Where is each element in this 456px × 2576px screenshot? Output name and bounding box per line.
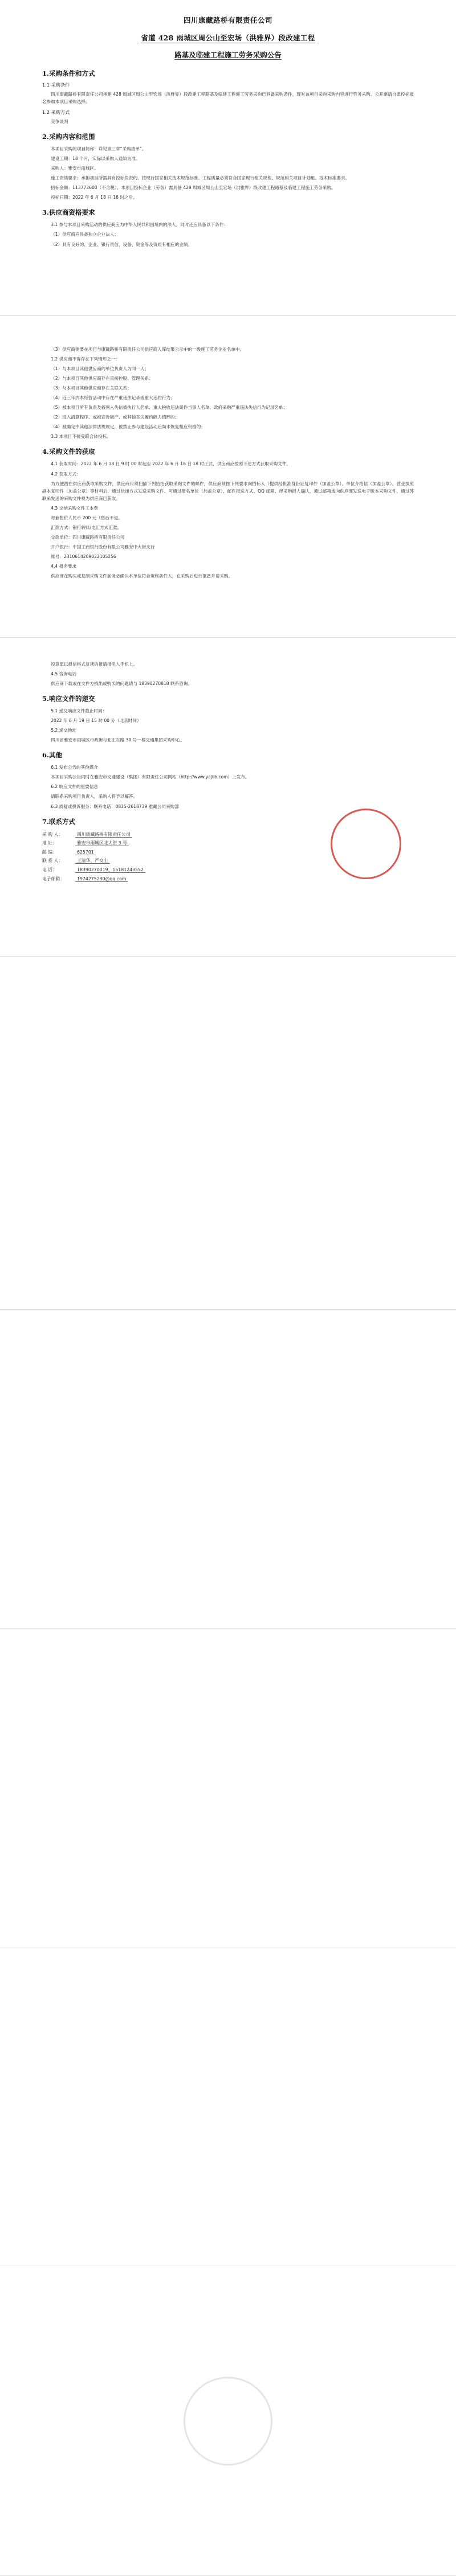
p3-line-7: 四川省雅安市雨城区市政街与北庄东路 30 号一楼交通集团采购中心。 (51, 737, 185, 743)
subsection-1-1-text: 四川康藏路桥有限责任公司承建 428 周城区周公山至宏场（洪雅界）段改建工程路基及临建工程施工劳务采购已具备采购条件，现对该项目采购采购内容进行劳务采购。公开邀请自愿投标报名参加本项目采购选择。 (42, 92, 414, 105)
p2-line-9: （4）被确定中其他法律法规规定，被禁止参与建设活动后尚未恢复相应资格的； (51, 424, 205, 430)
p3-line-8: 6.1 发布公告的其他媒介 (51, 765, 99, 770)
p2-line-17: 交款单位：四川康藏路桥有限责任公司 (51, 534, 125, 540)
p2-line-11: 4.1 获取时间：2022 年 6 月 13 日 9 时 00 时起至 2022 年 6 月 18 日 18 时正式，供应商应按照下述方式获取采购文件。 (51, 461, 291, 467)
p3-line-3: 供应商下载或在文件方找出或购买的问题请与 18390270818 联系咨询。 (51, 681, 193, 687)
p2-line-2: 1.2 供应商不得存在下列情形之一： (51, 356, 120, 362)
document-page-2 (0, 316, 456, 638)
p2-line-4: （2）与本项目其他供应商存在直接控股、管理关系； (51, 376, 153, 382)
p2-line-20: 4.4 报名要求 (51, 563, 77, 569)
contact-key-address: 地 址： (42, 840, 57, 846)
contact-value-address: 雅安市雨城区北大街 3 号 (75, 840, 129, 846)
p2-line-18: 开户银行：中国工商银行股份有限公司雅安中大街支行 (51, 544, 155, 549)
document-page-7 (0, 1947, 456, 2266)
p2-line-15: 每套售价人民币 200 元（售后不退。 (51, 515, 123, 520)
subsection-1-1-label: 1.1 采购条件 (42, 82, 70, 88)
p3-line-5: 2022 年 6 月 19 日 15 时 00 分（北京时间） (51, 718, 141, 724)
section-heading-1: 1.采购条件和方式 (42, 69, 95, 77)
contact-value-purchaser: 四川康藏路桥有限责任公司 (75, 832, 132, 838)
document-page-1 (0, 0, 456, 316)
p2-line-16: 汇款方式：银行转账/电汇方式汇款。 (51, 524, 122, 530)
contact-key-email: 电子邮箱： (42, 876, 64, 881)
p3-line-11: 请联系采购项目负责人，采购人将予以解答。 (51, 794, 138, 799)
p3-line-9: 本项目采购公告同时在雅安市交通建设（集团）有限责任公司网站（http://www.yajlib.com）上发布。 (51, 774, 250, 780)
contact-value-phone: 18390270019、15181243552 (75, 867, 145, 873)
watermark-seal-stamp (184, 2377, 272, 2466)
p3-line-2: 4.5 咨询电话 (51, 671, 77, 677)
p3-line-10: 6.2 响应文件的重要信息 (51, 784, 99, 790)
contact-key-postcode: 邮 编： (42, 849, 57, 855)
p2-line-13: 为方便潜在供应商获取采购文件，供应商只须扫描下列抬抬获取采购文件的邮件，供应商须按下列要求向招标人（提供经批准身份证复印件（加盖公章）、单位介绍信（加盖公章）、营业执照副本复印件（加盖公章）等材料后，通过快递方式发送采购文件、可通过报名单位（加盖公章）、邮件报送方式、QQ 邮箱、经采购报人确认，通过邮箱或向供应商发送电子版本采购文件，通过苏联采发送的采购文件视为供应商已获取。 (42, 481, 414, 501)
p2-line-10: 3.3 本项目不接受联合体投标。 (51, 434, 111, 440)
company-name: 四川康藏路桥有限责任公司 (183, 16, 272, 24)
p2-line-5: （3）与本项目其他供应商存在关联关系； (51, 385, 132, 391)
project-title: 省道 428 雨城区周公山至宏场（洪雅界）段改建工程 (141, 34, 315, 42)
document-page-5 (0, 1310, 456, 1629)
contact-value-email: 1974275230@qq.com (75, 876, 128, 882)
p3-line-6: 5.2 递交地址 (51, 728, 77, 733)
p2-line-7: （5）被本项目所有负责及被列入失信被执行人名单、重大税收违法案件当事人名单、政府采购严重违法失信行为记录名单； (51, 405, 288, 411)
p2-line-8: （2）进入清算程序、或被宣告破产、或其他丧失履约能力情形的； (51, 415, 180, 420)
section-2-line-6: 投标日期：2022 年 6 月 18 日 18 时之后。 (51, 195, 137, 200)
p3-line-4: 5.1 递交响应文件截止时间： (51, 708, 107, 714)
p3-line-1: 投意愿以报信格式复读的报请报名人手机上。 (51, 662, 138, 667)
p2-line-14: 4.3 交纳采购文件工本费 (51, 505, 99, 511)
section-2-line-3: 采购人：雅安市雨城区。 (51, 166, 99, 171)
section-2-line-2: 建设工期：18 个月，实际以采购人通知为准。 (51, 156, 140, 162)
contact-value-person: 王清华、严女士 (75, 858, 110, 864)
contact-value-postcode: 625701 (75, 850, 96, 855)
section-heading-2: 2.采购内容和范围 (42, 133, 95, 141)
section-3-line-3: （2）具有良好的、企业、银行资信、设备、资金等及资质有相应的业绩。 (51, 241, 193, 247)
document-page-6 (0, 1629, 456, 1947)
section-3-line-2: （1）供应商应具备独立企业法人； (51, 232, 119, 237)
subsection-1-2-label: 1.2 采购方式 (42, 109, 70, 116)
contact-key-purchaser: 采 购 人： (42, 831, 63, 837)
p2-line-19: 账号：2310614209022105256 (51, 553, 116, 559)
contact-key-phone: 电 话： (42, 867, 57, 872)
p2-line-6: （4）近三年内本经营活动中存在严重违法记录或重大违约行为； (51, 395, 175, 401)
document-page-3 (0, 638, 456, 957)
section-heading-3: 3.供应商资格要求 (42, 208, 95, 217)
p2-line-21: 供应商在购买或复制采购文件前务必确认本单位符合资格条件人，在采购后进行报备并请采购。 (51, 573, 233, 579)
section-heading-4: 4.采购文件的获取 (42, 448, 95, 456)
p3-line-12: 6.3 质疑或投诉服务：联系电话：0835-2618739 雅藏公司采购部 (51, 803, 179, 809)
p2-line-12: 4.2 获取方式： (51, 471, 81, 477)
section-heading-6: 6.其他 (42, 751, 63, 760)
section-2-line-4: 施工资质要求：承担项目所需具有投标负责的、按现行国家相关技术规范标准、工程质量必须符合国家现行相关规程、规范相关项目计划组、技术标准要求。 (51, 175, 350, 181)
section-heading-7: 7.联系方式 (42, 817, 76, 826)
document-page-8 (0, 2266, 456, 2576)
section-heading-5: 5.响应文件的递交 (42, 695, 95, 703)
section-2-line-1: 本项目采购的项目简称：详见第三章“采购清单”。 (51, 146, 146, 152)
subsection-1-2-text: 竞争谈判 (51, 119, 68, 125)
document-page-4 (0, 957, 456, 1310)
section-3-line-1: 3.1 参与本项目采购活动的供应商应为中华人民共和国境内的法人，同时还应具备以下条件： (51, 222, 228, 228)
section-2-line-5: 招标金额：113772600（不含税）。本项目投标企业（劳务）需具备 428 周城区周公山至宏场（洪雅界）段改建工程路基及临建工程施工劳务采购。 (51, 185, 336, 191)
contact-key-person: 联 系 人： (42, 858, 63, 864)
document-title: 路基及临建工程施工劳务采购公告 (174, 51, 282, 59)
p2-line-1: （3）供应商需要在项目与康藏路桥有限责任公司供应商入库结果公示中的一级施工劳务企业名单中。 (51, 347, 245, 352)
p2-line-3: （1）与本项目其他供应商的单位负责人为同一人； (51, 366, 149, 372)
